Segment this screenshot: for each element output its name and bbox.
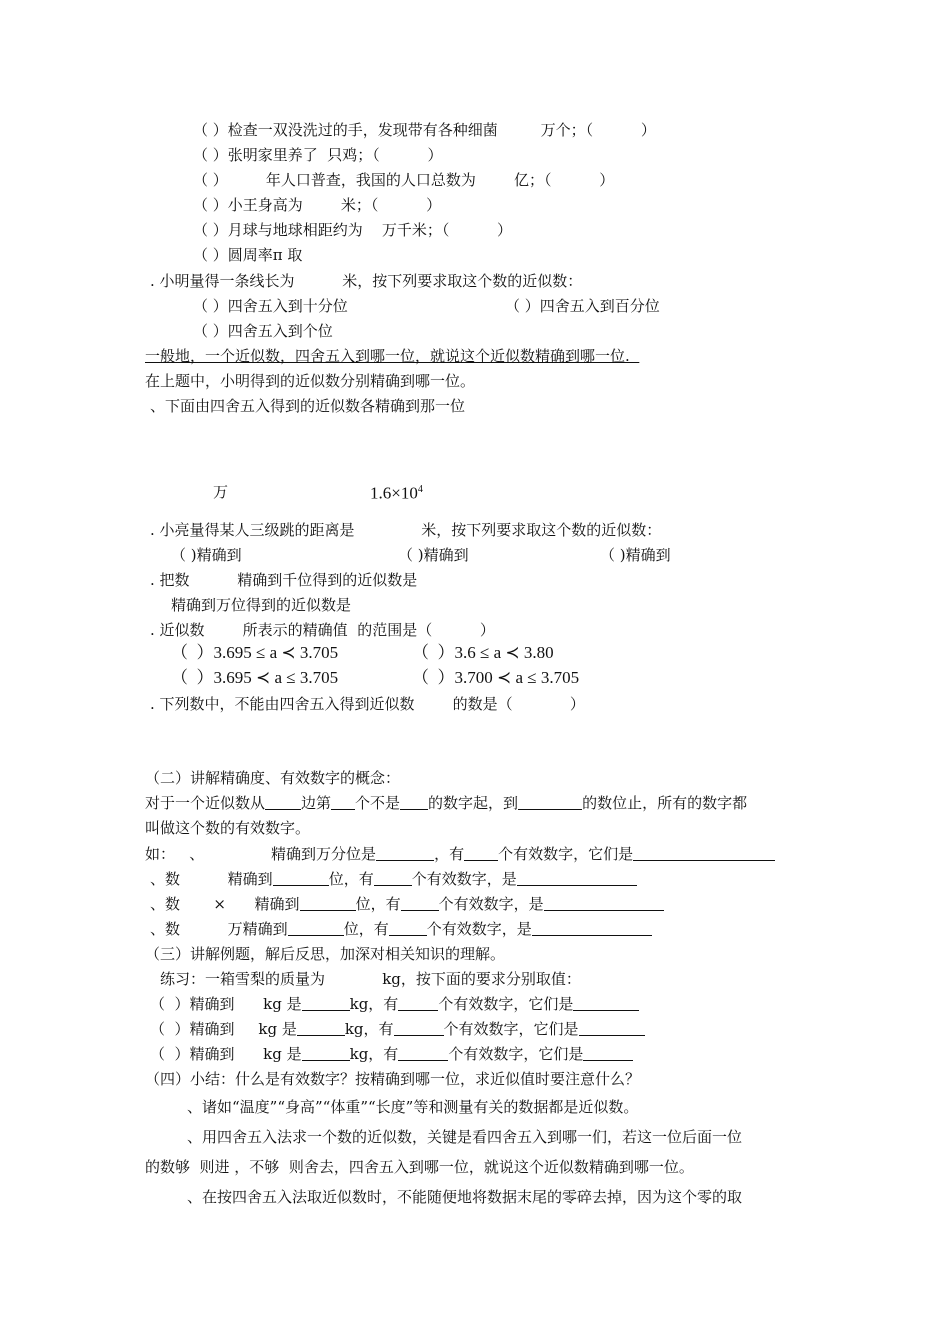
blank	[300, 896, 356, 911]
blank	[288, 921, 344, 936]
q4-stem: . 小亮量得某人三级跳的距离是 米，按下列要求取这个数的近似数：	[150, 521, 662, 539]
example-line-4	[150, 919, 652, 939]
q3-item-wan: 万	[213, 483, 229, 501]
summary-point-2: 、用四舍五入法求一个数的近似数，关键是看四舍五入到哪一们，若这一位后面一位	[187, 1128, 743, 1146]
example-line-3	[150, 894, 664, 914]
ex3-text-a: 、数 × 精确到	[150, 895, 300, 913]
def-text-d: 的数字起，到	[428, 794, 519, 812]
q2-option-a: （ ）四舍五入到十分位	[193, 297, 348, 315]
q2-followup: 在上题中，小明得到的近似数分别精确到哪一位。	[145, 372, 476, 390]
summary-point-3: 、在按四舍五入法取近似数时，不能随便地将数据末尾的零碎去掉，因为这个零的取	[187, 1188, 743, 1206]
practice-row-1	[150, 994, 639, 1014]
q2-option-c: （ ）四舍五入到个位	[193, 322, 333, 340]
blank	[398, 996, 438, 1011]
q6-option-b: （ ）3.6 ≤ a ≺ 3.80	[412, 643, 554, 662]
q2-stem: . 小明量得一条线长为 米，按下列要求取这个数的近似数：	[150, 272, 583, 290]
ex4-text-a: 、数 万精确到	[150, 920, 288, 938]
q6-option-d: （ ）3.700 ≺ a ≤ 3.705	[412, 668, 580, 687]
example-line-1	[145, 844, 775, 864]
definition-line-2: 叫做这个数的有效数字。	[145, 819, 311, 837]
summary-point-2-cont: 的数够 则进 ，不够 则舍去，四舍五入到哪一位，就说这个近似数精确到哪一位。	[145, 1158, 694, 1176]
q3-item-scientific	[370, 480, 423, 504]
row2-text-c: 个有效数字，它们是	[443, 1020, 579, 1038]
blank	[297, 1021, 345, 1036]
def-text-b: 边第	[301, 794, 332, 812]
section2-heading: （二）讲解精确度、有效数字的概念：	[145, 769, 401, 787]
example-line-2	[150, 869, 637, 889]
blank	[532, 921, 652, 936]
q1-item-6: （ ）圆周率π 取	[193, 246, 303, 264]
ex4-text-b: 位，有	[343, 920, 389, 938]
rounding-rule: 一般地，一个近似数，四舍五入到哪一位，就说这个近似数精确到哪一位.	[145, 347, 640, 365]
summary-point-1: 、诸如“温度”“身高”“体重”“长度”等和测量有关的数据都是近似数。	[187, 1098, 639, 1116]
blank	[302, 1046, 350, 1061]
blank	[518, 795, 582, 810]
q5-line-1: . 把数 精确到千位得到的近似数是	[150, 571, 418, 589]
blank	[633, 846, 775, 861]
blank	[331, 795, 355, 810]
q3-stem: 、下面由四舍五入得到的近似数各精确到那一位	[150, 397, 466, 415]
ex3-text-c: 个有效数字，是	[438, 895, 544, 913]
blank	[573, 996, 639, 1011]
q2-option-b: （ ）四舍五入到百分位	[505, 297, 660, 315]
def-text-e: 的数位止，所有的数字都	[582, 794, 748, 812]
q4-option-b: （ )精确到	[398, 546, 469, 564]
blank	[517, 871, 637, 886]
ex3-text-b: 位，有	[355, 895, 401, 913]
q3-sci-exponent: 4	[417, 484, 423, 495]
blank	[464, 846, 498, 861]
q6-stem: . 近似数 所表示的精确值 的范围是（ ）	[150, 621, 495, 639]
blank	[273, 871, 329, 886]
blank	[376, 846, 434, 861]
row2-text-a: （ ）精确到 kg 是	[150, 1020, 297, 1038]
practice-line: 练习：一箱雪梨的质量为 kg，按下面的要求分别取值：	[160, 970, 581, 988]
q3-sci-base: 1.6×10	[370, 483, 418, 503]
ex1-text-a: 如： 、 精确到万分位是	[145, 845, 377, 863]
blank	[398, 1046, 448, 1061]
ex1-text-b: ，有	[434, 845, 465, 863]
row1-text-c: 个有效数字，它们是	[438, 995, 574, 1013]
row1-text-b: kg，有	[349, 995, 399, 1013]
blank	[394, 1021, 444, 1036]
row3-text-c: 个有效数字，它们是	[448, 1045, 584, 1063]
ex1-text-c: 个有效数字，它们是	[498, 845, 634, 863]
def-text-c: 个不是	[355, 794, 401, 812]
q5-line-2: 精确到万位得到的近似数是	[171, 596, 352, 614]
def-text-a: 对于一个近似数从	[145, 794, 266, 812]
ex2-text-a: 、数 精确到	[150, 870, 273, 888]
definition-line-1	[145, 793, 747, 813]
section3-heading: （三）讲解例题，解后反思，加深对相关知识的理解。	[145, 945, 506, 963]
row2-text-b: kg，有	[344, 1020, 394, 1038]
practice-row-3	[150, 1044, 633, 1064]
q6-option-a: （ ）3.695 ≤ a ≺ 3.705	[171, 643, 339, 662]
blank	[583, 1046, 633, 1061]
blank	[265, 795, 301, 810]
q1-item-1: （ ）检查一双没洗过的手，发现带有各种细菌 万个；（ ）	[193, 121, 656, 139]
ex4-text-c: 个有效数字，是	[426, 920, 532, 938]
q1-item-3: （ ） 年人口普查，我国的人口总数为 亿；（ ）	[193, 171, 615, 189]
blank	[374, 871, 412, 886]
practice-row-2	[150, 1019, 645, 1039]
q4-option-c: （ )精确到	[600, 546, 671, 564]
q4-option-a: （ )精确到	[171, 546, 242, 564]
blank	[400, 795, 428, 810]
q6-option-c: （ ）3.695 ≺ a ≤ 3.705	[171, 668, 339, 687]
q1-item-4: （ ）小王身高为 米；（ ）	[193, 196, 442, 214]
q7-stem: . 下列数中，不能由四舍五入得到近似数 的数是（ ）	[150, 695, 585, 713]
q1-item-2: （ ）张明家里养了 只鸡；（ ）	[193, 146, 443, 164]
blank	[544, 896, 664, 911]
blank	[401, 896, 439, 911]
blank	[579, 1021, 645, 1036]
blank	[389, 921, 427, 936]
row3-text-b: kg，有	[349, 1045, 399, 1063]
q1-item-5: （ ）月球与地球相距约为 万千米；（ ）	[193, 221, 513, 239]
row3-text-a: （ ）精确到 kg 是	[150, 1045, 302, 1063]
section4-heading: （四）小结：什么是有效数字？按精确到哪一位，求近似值时要注意什么？	[145, 1070, 641, 1088]
ex2-text-b: 位，有	[328, 870, 374, 888]
row1-text-a: （ ）精确到 kg 是	[150, 995, 302, 1013]
ex2-text-c: 个有效数字，是	[411, 870, 517, 888]
blank	[302, 996, 350, 1011]
